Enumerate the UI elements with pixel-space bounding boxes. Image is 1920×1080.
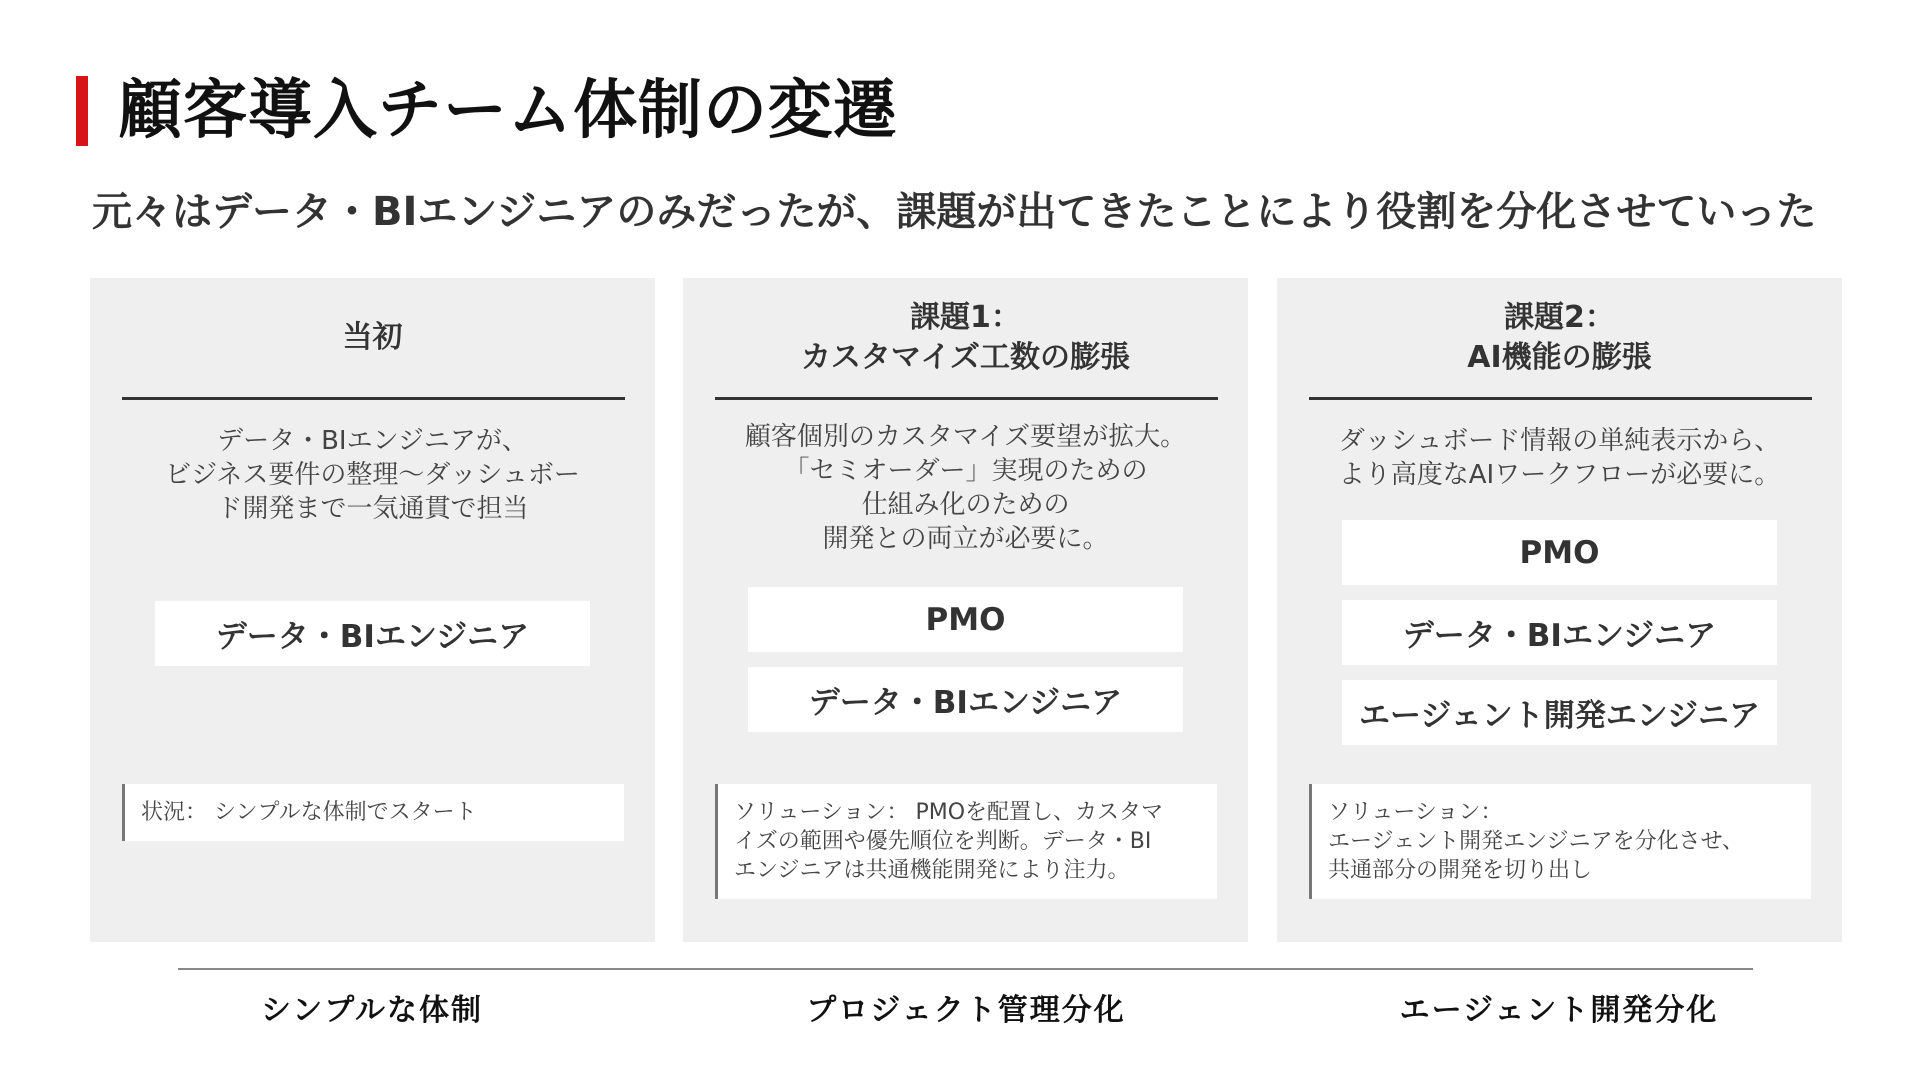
- footer-divider: [178, 968, 1753, 970]
- description-line: 「セミオーダー」実現のための: [783, 456, 1148, 486]
- note-line: エージェント開発エンジニアを分化させ、: [1328, 829, 1744, 854]
- description-line: ド開発まで一気通貫で担当: [216, 494, 529, 524]
- note-line: 共通部分の開発を切り出し: [1328, 858, 1593, 883]
- note-line: エンジニアは共通機能開発により注力。: [734, 858, 1130, 883]
- title-accent-bar: [76, 76, 88, 146]
- card-issue-1: [683, 278, 1248, 942]
- description-line: より高度なAIワークフローが必要に。: [1338, 460, 1781, 490]
- card-divider: [715, 397, 1218, 400]
- description-line: 開発との両立が必要に。: [822, 524, 1109, 554]
- card-heading: [683, 278, 1248, 398]
- solution-note: [715, 784, 1217, 899]
- card-description: [110, 424, 635, 526]
- role-box-pmo: PMO: [748, 587, 1183, 652]
- card-divider: [122, 397, 625, 400]
- card-heading-line: カスタマイズ工数の膨張: [800, 340, 1131, 375]
- note-line: ソリューション：: [1328, 800, 1503, 825]
- card-description: [1297, 424, 1822, 492]
- role-box-data-bi-engineer: データ・BIエンジニア: [1342, 600, 1777, 665]
- page-subtitle: 元々はデータ・BIエンジニアのみだったが、課題が出てきたことにより役割を分化させていった: [92, 189, 1817, 235]
- solution-note: [1309, 784, 1811, 899]
- card-heading-line: 当初: [342, 320, 403, 355]
- role-box-pmo: PMO: [1342, 520, 1777, 585]
- note-line: イズの範囲や優先順位を判断。データ・BI: [734, 829, 1152, 854]
- footer-label-project-management: プロジェクト管理分化: [806, 993, 1126, 1028]
- description-line: 顧客個別のカスタマイズ要望が拡大。: [744, 422, 1187, 452]
- card-heading: [90, 278, 655, 398]
- card-heading-line: 課題2：: [1504, 300, 1615, 335]
- description-line: ビジネス要件の整理〜ダッシュボー: [165, 460, 580, 490]
- role-box-agent-dev-engineer: エージェント開発エンジニア: [1342, 680, 1777, 745]
- card-divider: [1309, 397, 1812, 400]
- page-title: 顧客導入チーム体制の変遷: [118, 74, 898, 148]
- card-heading-line: AI機能の膨張: [1467, 340, 1652, 375]
- role-box-data-bi-engineer: データ・BIエンジニア: [155, 601, 590, 666]
- status-note: [122, 784, 624, 841]
- note-line: 状況： シンプルな体制でスタート: [141, 800, 477, 825]
- description-line: ダッシュボード情報の単純表示から、: [1338, 426, 1781, 456]
- note-line: ソリューション： PMOを配置し、カスタマ: [734, 800, 1164, 825]
- card-issue-2: [1277, 278, 1842, 942]
- card-initial: [90, 278, 655, 942]
- footer-label-agent-dev: エージェント開発分化: [1399, 993, 1719, 1028]
- description-line: データ・BIエンジニアが、: [217, 426, 528, 456]
- card-heading: [1277, 278, 1842, 398]
- card-description: [703, 420, 1228, 556]
- role-box-data-bi-engineer: データ・BIエンジニア: [748, 667, 1183, 732]
- footer-label-simple: シンプルな体制: [260, 993, 484, 1028]
- card-heading-line: 課題1：: [910, 300, 1021, 335]
- description-line: 仕組み化のための: [861, 490, 1070, 520]
